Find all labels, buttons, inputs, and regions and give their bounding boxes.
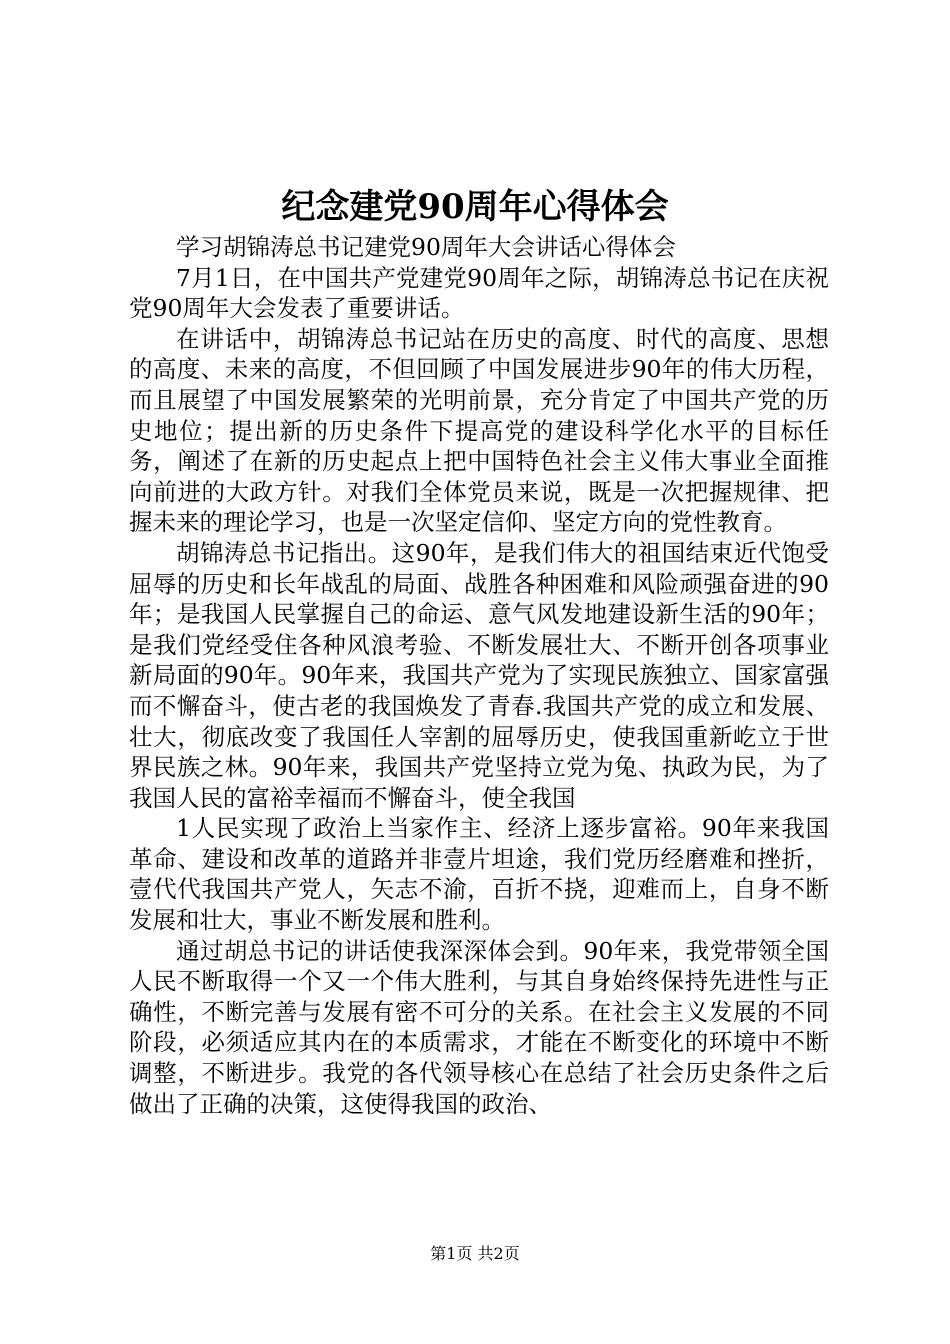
document-body [129, 232, 829, 1119]
paragraph-subtitle: 学习胡锦涛总书记建党90周年大会讲话心得体会 [176, 233, 676, 261]
paragraph-5: 通过胡总书记的讲话使我深深体会到。90年来，我党带领全国人民不断取得一个又一个伟大胜利，与其自身始终保持先进性与正确性，不断完善与发展有密不可分的关系。在社会主义发展的不同阶段，必须适应其内在的本质需求，才能在不断变化的环境中不断调整，不断进步。我党的各代领导核心在总结了社会历史条件之后做出了正确的决策，这使得我国的政治、 [129, 936, 829, 1118]
paragraph-4: 1人民实现了政治上当家作主、经济上逐步富裕。90年来我国革命、建设和改革的道路并非壹片坦途，我们党历经磨难和挫折，壹代代我国共产党人，矢志不渝，百折不挠，迎难而上，自身不断发展和壮大，事业不断发展和胜利。 [129, 814, 829, 935]
page-number-footer: 第1页 共2页 [430, 1244, 520, 1263]
paragraph-1: 7月1日，在中国共产党建党90周年之际，胡锦涛总书记在庆祝党90周年大会发表了重要讲话。 [129, 263, 829, 323]
paragraph-2: 在讲话中，胡锦涛总书记站在历史的高度、时代的高度、思想的高度、未来的高度，不但回顾了中国发展进步90年的伟大历程，而且展望了中国发展繁荣的光明前景，充分肯定了中国共产党的历史地位；提出新的历史条件下提高党的建设科学化水平的目标任务，阐述了在新的历史起点上把中国特色社会主义伟大事业全面推向前进的大政方针。对我们全体党员来说，既是一次把握规律、把握未来的理论学习，也是一次坚定信仰、坚定方向的党性教育。 [129, 324, 829, 537]
document-title: 纪念建党90周年心得体会 [281, 187, 669, 227]
paragraph-3: 胡锦涛总书记指出。这90年，是我们伟大的祖国结束近代饱受屈辱的历史和长年战乱的局面、战胜各种困难和风险顽强奋进的90年；是我国人民掌握自己的命运、意气风发地建设新生活的90年；是我们党经受住各种风浪考验、不断发展壮大、不断开创各项事业新局面的90年。90年来，我国共产党为了实现民族独立、国家富强而不懈奋斗，使古老的我国焕发了青春.我国共产党的成立和发展、壮大，彻底改变了我国任人宰割的屈辱历史，使我国重新屹立于世界民族之林。90年来，我国共产党坚持立党为兔、执政为民，为了我国人民的富裕幸福而不懈奋斗，使全我国 [129, 538, 829, 812]
